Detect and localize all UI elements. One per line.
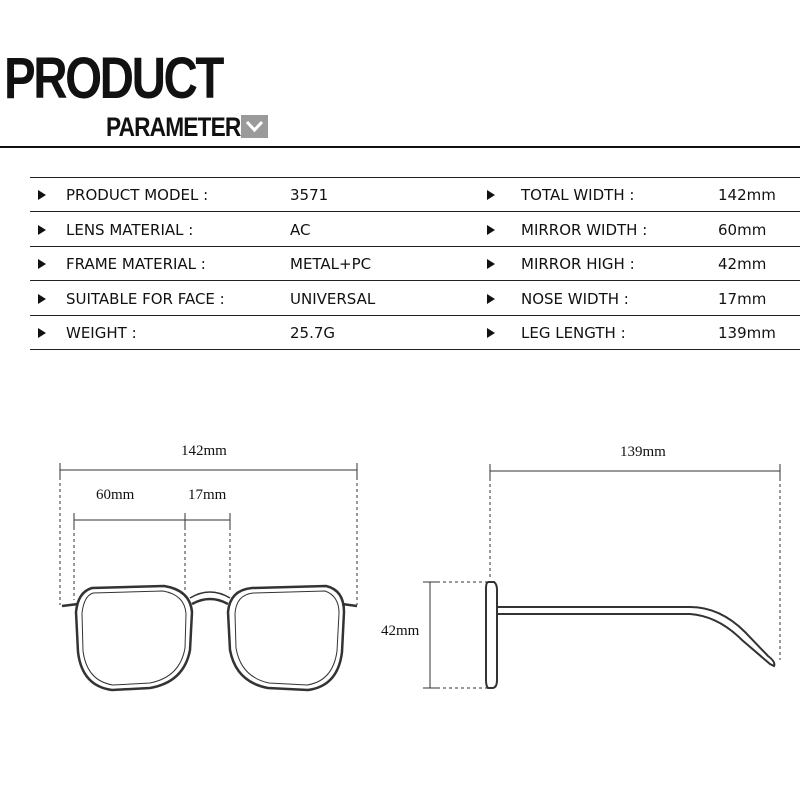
spec-label-right: NOSE WIDTH : — [521, 289, 629, 308]
spec-value-right: 42mm — [718, 255, 767, 273]
leg-length-label: 139mm — [620, 444, 666, 460]
spec-label-right: MIRROR HIGH : — [521, 255, 635, 273]
spec-label-left: SUITABLE FOR FACE : — [66, 289, 225, 308]
spec-value-left: METAL+PC — [290, 255, 372, 273]
spec-label-right: LEG LENGTH : — [521, 324, 626, 342]
spec-value-left: 3571 — [290, 186, 329, 204]
spec-value-left: 25.7G — [290, 324, 336, 342]
mirror-high-label: 42mm — [381, 623, 420, 639]
spec-label-right: MIRROR WIDTH : — [521, 220, 648, 239]
spec-value-left: UNIVERSAL — [290, 289, 376, 308]
spec-label-left: WEIGHT : — [66, 324, 137, 342]
spec-value-right: 60mm — [718, 220, 767, 239]
page-subtitle: PARAMETER — [106, 112, 241, 142]
glasses-front-icon — [62, 586, 357, 690]
spec-label-right: TOTAL WIDTH : — [521, 186, 635, 204]
total-width-label: 142mm — [181, 443, 227, 459]
spec-label-left: FRAME MATERIAL : — [66, 255, 206, 273]
spec-value-right: 139mm — [718, 324, 776, 342]
spec-label-left: PRODUCT MODEL : — [66, 186, 209, 204]
spec-value-right: 17mm — [718, 289, 767, 308]
glasses-side-icon — [486, 582, 774, 688]
nose-width-label: 17mm — [188, 487, 227, 503]
mirror-width-label: 60mm — [96, 487, 135, 503]
page-title: PRODUCT — [4, 46, 222, 111]
spec-value-left: AC — [290, 220, 311, 239]
spec-value-right: 142mm — [718, 186, 776, 204]
spec-label-left: LENS MATERIAL : — [66, 220, 194, 239]
